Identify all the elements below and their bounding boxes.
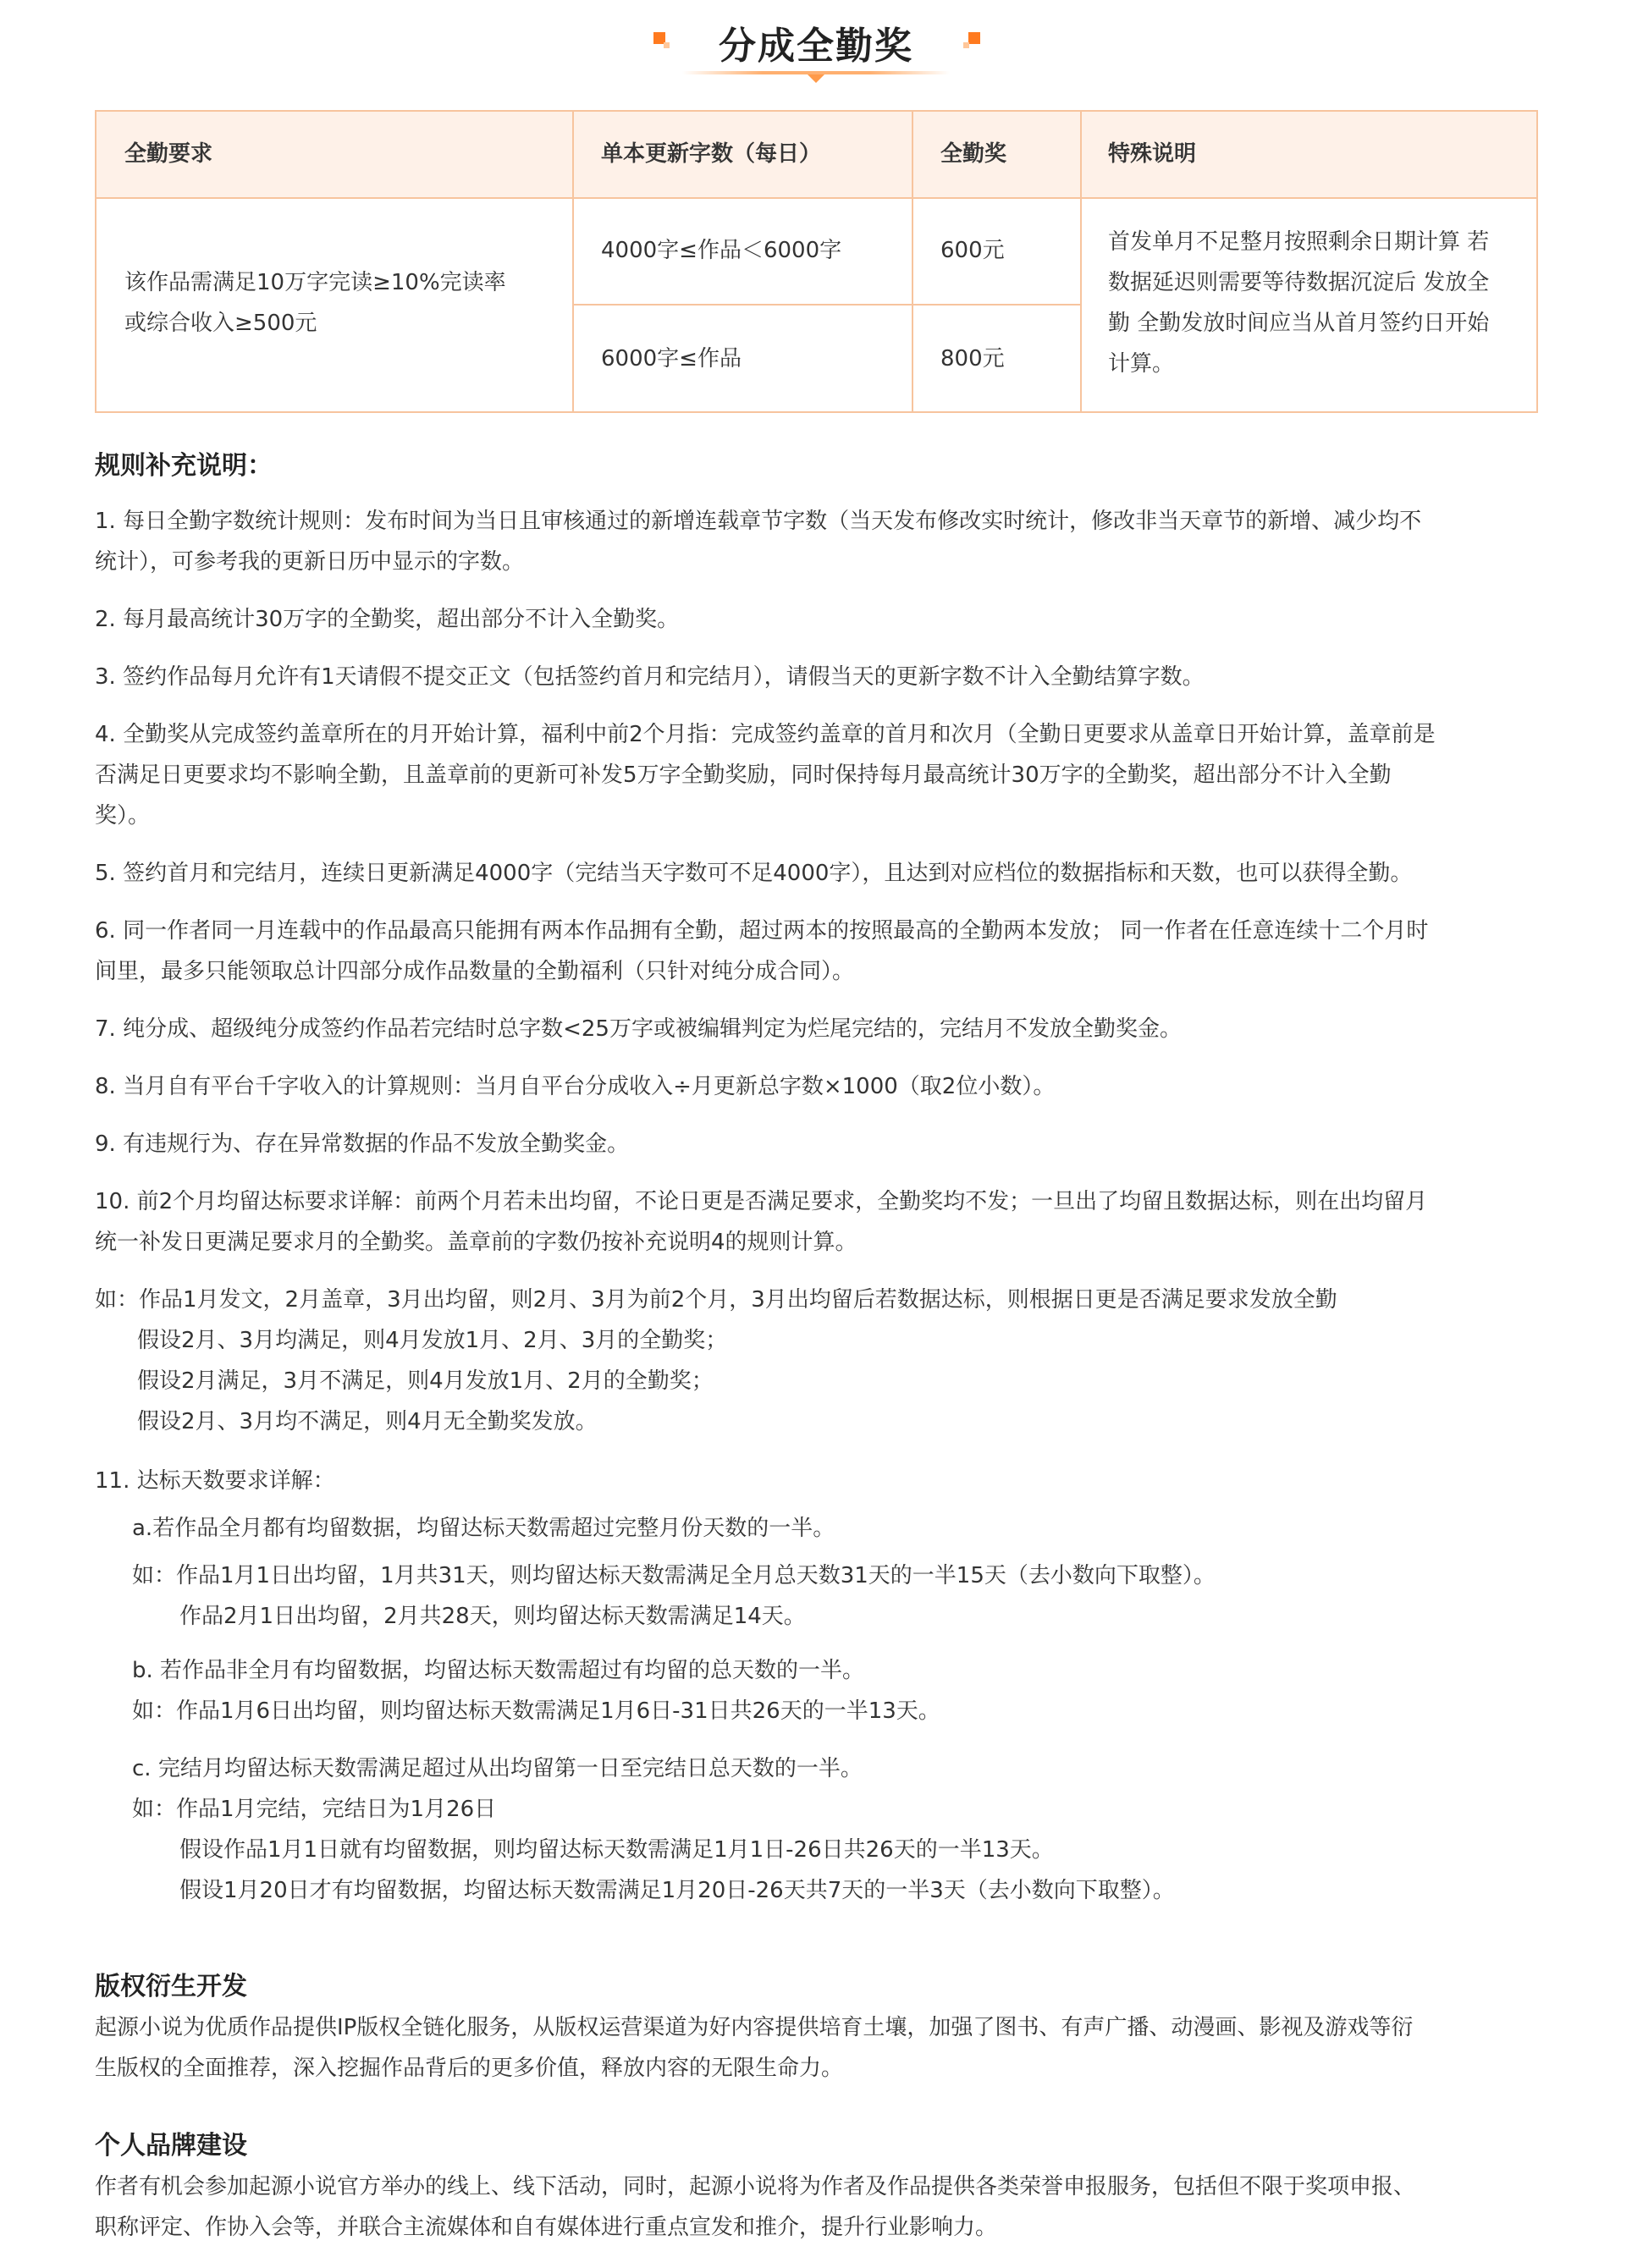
rule-line: 3. 签约作品每月允许有1天请假不提交正文（包括签约首月和完结月），请假当天的更新字数不计入全勤结算字数。 [95,664,1205,690]
rule-line: 10. 前2个月均留达标要求详解：前两个月若未出均留，不论日更是否满足要求，全勤奖均不发；一旦出了均留且数据达标，则在出均留月 [95,1189,1428,1214]
note-line: 数据延迟则需要等待数据沉淀后 发放全 [1108,270,1490,295]
right-decor-squares [968,32,980,44]
paragraph-line: 职称评定、作协入会等，并联合主流媒体和自有媒体进行重点宣发和推介，提升行业影响力。 [95,2215,998,2240]
special-note [1108,222,1489,384]
note-line: 首发单月不足整月按照剩余日期计算 若 [1108,229,1490,255]
requirement-text [124,262,506,344]
rule-9 [95,1124,1534,1164]
rule-10-example [95,1280,1534,1442]
example-line: 如：作品1月完结，完结日为1月26日 [132,1797,497,1822]
rule-line: 2. 每月最高统计30万字的全勤奖，超出部分不计入全勤奖。 [95,607,680,632]
rule-11a [132,1508,1529,1549]
example-line: 作品2月1日出均留，2月共28天，则均留达标天数需满足14天。 [179,1604,806,1629]
rule-3 [95,657,1534,697]
note-line: 计算。 [1108,351,1175,377]
requirement-line: 或综合收入≥500元 [124,311,317,336]
rule-line: b. 若作品非全月有均留数据，均留达标天数需超过有均留的总天数的一半。 [132,1658,865,1683]
brand-title: 个人品牌建设 [95,2131,247,2161]
paragraph-line: 生版权的全面推荐，深入挖掘作品背后的更多价值，释放内容的无限生命力。 [95,2056,844,2081]
header-reward: 全勤奖 [940,141,1007,167]
rule-2 [95,599,1534,640]
rule-line: 6. 同一作者同一月连载中的作品最高只能拥有两本作品拥有全勤，超过两本的按照最高的全勤两本发放； 同一作者在任意连续十二个月时 [95,918,1429,944]
rule-line: 否满足日更要求均不影响全勤，且盖章前的更新可补发5万字全勤奖励，同时保持每月最高统计30万字的全勤奖，超出部分不计入全勤 [95,762,1392,788]
rule-5 [95,853,1534,894]
title-arrow-icon [808,74,824,83]
rule-line: 4. 全勤奖从完成签约盖章所在的月开始计算，福利中前2个月指：完成签约盖章的首月和次月（全勤日更要求从盖章日开始计算，盖章前是 [95,722,1436,747]
row-1-reward: 600元 [940,238,1005,263]
section-header [0,12,1632,88]
column-divider [572,112,574,411]
column-divider [1080,112,1082,411]
rule-11c [132,1748,1529,1911]
row-1-words: 4000字≤作品＜6000字 [601,238,842,263]
rule-line: 间里，最多只能领取总计四部分成作品数量的全勤福利（只针对纯分成合同）。 [95,959,855,984]
rule-line: 11. 达标天数要求详解： [95,1468,335,1494]
rule-11b [132,1650,1529,1731]
paragraph-line: 起源小说为优质作品提供IP版权全链化服务，从版权运营渠道为好内容提供培育土壤，加强了图书、有声广播、动漫画、影视及游戏等衍 [95,2015,1414,2040]
rule-line: 5. 签约首月和完结月，连续日更新满足4000字（完结当天字数可不足4000字），且达到对应档位的数据指标和天数，也可以获得全勤。 [95,861,1413,886]
paragraph-line: 作者有机会参加起源小说官方举办的线上、线下活动，同时，起源小说将为作者及作品提供各类荣誉申报服务，包括但不限于奖项申报、 [95,2174,1416,2199]
rule-line: 奖）。 [95,803,151,828]
copyright-title: 版权衍生开发 [95,1972,247,2001]
copyright-text [95,2007,1534,2089]
rule-10 [95,1181,1534,1263]
example-line: 假设2月、3月均满足，则4月发放1月、2月、3月的全勤奖； [137,1328,728,1353]
header-words: 单本更新字数（每日） [601,141,822,167]
rule-line: 统计），可参考我的更新日历中显示的字数。 [95,549,525,575]
example-line: 假设2月满足，3月不满足，则4月发放1月、2月的全勤奖； [137,1368,714,1394]
rule-line: 统一补发日更满足要求月的全勤奖。盖章前的字数仍按补充说明4的规则计算。 [95,1230,857,1255]
page-title: 分成全勤奖 [719,25,913,68]
column-divider [912,112,913,411]
example-line: 如：作品1月6日出均留，则均留达标天数需满足1月6日-31日共26天的一半13天。 [132,1698,940,1724]
rule-line: 7. 纯分成、超级纯分成签约作品若完结时总字数<25万字或被编辑判定为烂尾完结的，完结月不发放全勤奖金。 [95,1016,1182,1042]
rule-1 [95,501,1534,582]
example-line: 假设2月、3月均不满足，则4月无全勤奖发放。 [137,1409,598,1434]
example-line: 假设作品1月1日就有均留数据，则均留达标天数需满足1月1日-26日共26天的一半13天。 [179,1837,1054,1863]
reward-table [95,110,1538,413]
example-line: 假设1月20日才有均留数据，均留达标天数需满足1月20日-26天共7天的一半3天（去小数向下取整）。 [179,1878,1175,1903]
rule-line: 1. 每日全勤字数统计规则：发布时间为当日且审核通过的新增连载章节字数（当天发布修改实时统计，修改非当天章节的新增、减少均不 [95,509,1422,534]
note-line: 勤 全勤发放时间应当从首月签约日开始 [1108,311,1490,336]
rules-title: 规则补充说明： [95,451,273,481]
rule-line: c. 完结月均留达标天数需满足超过从出均留第一日至完结日总天数的一半。 [132,1756,863,1781]
rule-11a-example [132,1555,1529,1637]
rule-line: 8. 当月自有平台千字收入的计算规则：当月自平台分成收入÷月更新总字数×1000（取2位小数）。 [95,1074,1056,1099]
row-2-words: 6000字≤作品 [601,346,742,372]
brand-text [95,2166,1534,2248]
header-requirement: 全勤要求 [124,141,213,167]
rule-6 [95,911,1534,992]
rule-11 [95,1461,1534,1501]
requirement-line: 该作品需满足10万字完读≥10%完读率 [124,270,506,295]
rule-line: 9. 有违规行为、存在异常数据的作品不发放全勤奖金。 [95,1131,630,1157]
rule-7 [95,1009,1534,1049]
row-2-reward: 800元 [940,346,1005,372]
header-note: 特殊说明 [1108,141,1197,167]
example-line: 如：作品1月发文，2月盖章，3月出均留，则2月、3月为前2个月，3月出均留后若数据达标，则根据日更是否满足要求发放全勤 [95,1287,1337,1313]
rule-4 [95,714,1534,836]
rule-8 [95,1066,1534,1107]
rule-line: a.若作品全月都有均留数据，均留达标天数需超过完整月份天数的一半。 [132,1516,835,1541]
example-line: 如：作品1月1日出均留，1月共31天，则均留达标天数需满足全月总天数31天的一半15天（去小数向下取整）。 [132,1563,1216,1588]
row-divider [572,304,1081,306]
